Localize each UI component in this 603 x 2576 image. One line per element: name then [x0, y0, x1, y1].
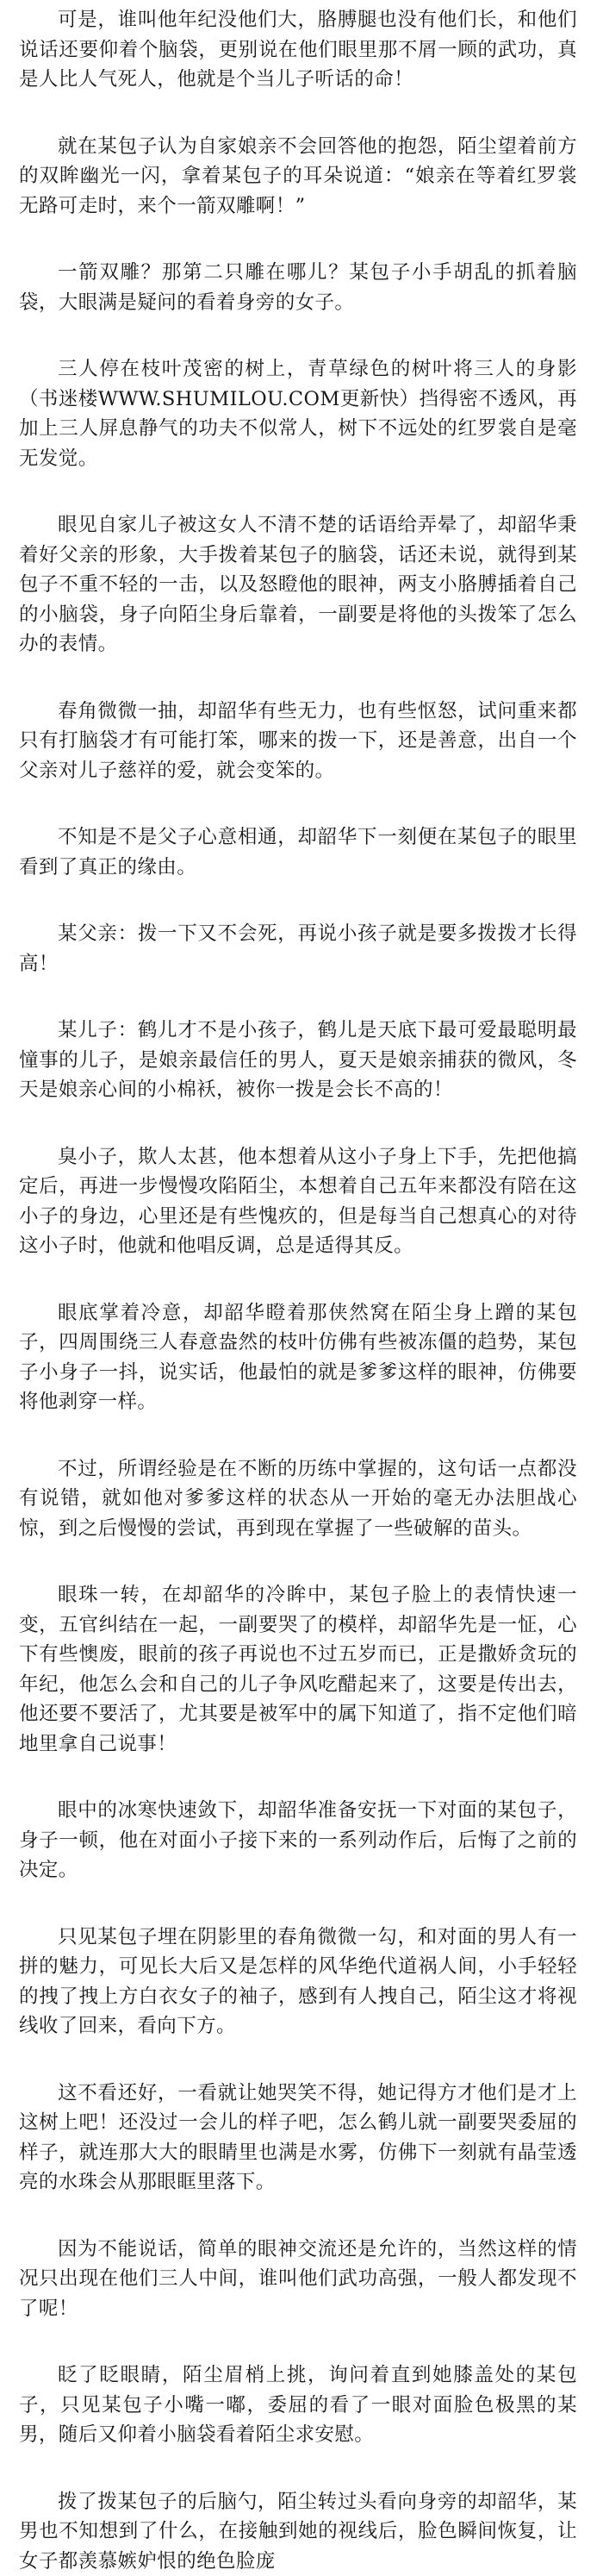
- paragraph: 眼底掌着冷意，却韶华瞪着那侠然窝在陌尘身上蹭的某包子，四周围绕三人春意盎然的枝叶仿佛有些被冻僵的趋势，某包子小身子一抖，说实话，他最怕的就是爹爹这样的眼神，仿佛要将他剥穿一样。: [19, 1298, 577, 1417]
- paragraph: 不知是不是父子心意相通，却韶华下一刻便在某包子的眼里看到了真正的缘由。: [19, 822, 577, 882]
- paragraph: 拨了拨某包子的后脑勺，陌尘转过头看向身旁的却韶华，某男也不知想到了什么，在接触到她的视线后，脸色瞬间恢复，让女子都羡慕嫉妒恨的绝色脸庞: [19, 2487, 577, 2576]
- paragraph: 三人停在枝叶茂密的树上，青草绿色的树叶将三人的身影（书迷楼WWW.SHUMILOU.COM更新快）挡得密不透风，再加上三人屏息静气的功夫不似常人，树下不远处的红罗裳自是毫无发觉。: [19, 354, 577, 473]
- paragraph: 眼珠一转，在却韶华的冷眸中，某包子脸上的表情快速一变，五官纠结在一起，一副要哭了的模样，却韶华先是一怔，心下有些懊废，眼前的孩子再说也不过五岁而已，正是撒娇贪玩的年纪，他怎么会和自己的儿子争风吃醋起来了，这要是传出去，他还要不要活了，尤其要是被军中的属下知道了，指不定他们暗地里拿自己说事！: [19, 1580, 577, 1759]
- paragraph: 因为不能说话，简单的眼神交流还是允许的，当然这样的情况只出现在他们三人中间，谁叫他们武功高强，一般人都发现不了呢！: [19, 2235, 577, 2324]
- paragraph: 眼见自家儿子被这女人不清不楚的话语给弄晕了，却韶华秉着好父亲的形象，大手拨着某包子的脑袋，话还未说，就得到某包子不重不轻的一击，以及怒瞪他的眼神，两支小胳膊插着自己的小脑袋，身子向陌尘身后靠着，一副要是将他的头拨笨了怎么办的表情。: [19, 510, 577, 660]
- paragraph: 臭小子，欺人太甚，他本想着从这小子身上下手，先把他搞定后，再进一步慢慢攻陷陌尘，本想着自己五年来都没有陪在这小子的身边，心里还是有些愧疚的，但是每当自己想真心的对待这小子时，他就和他唱反调，总是适得其反。: [19, 1142, 577, 1261]
- paragraph: 可是，谁叫他年纪没他们大，胳膊腿也没有他们长，和他们说话还要仰着个脑袋，更别说在他们眼里那不屑一顾的武功，真是人比人气死人，他就是个当儿子听话的命！: [19, 5, 577, 95]
- paragraph: 只见某包子埋在阴影里的春角微微一勾，和对面的男人有一拼的魅力，可见长大后又是怎样的风华绝代道祸人间，小手轻轻的拽了拽上方白衣女子的袖子，感到有人拽自己，陌尘这才将视线收了回来，看向下方。: [19, 1923, 577, 2041]
- paragraph: 就在某包子认为自家娘亲不会回答他的抱怨，陌尘望着前方的双眸幽光一闪，拿着某包子的耳朵说道：“娘亲在等着红罗裳无路可走时，来个一箭双雕啊！”: [19, 132, 577, 222]
- paragraph: 某儿子：鹤儿才不是小孩子，鹤儿是天底下最可爱最聪明最憧事的儿子，是娘亲最信任的男人，夏天是娘亲捕获的微风，冬天是娘亲心间的小棉袄，被你一拨是会长不高的！: [19, 1016, 577, 1105]
- paragraph: 眼中的冰寒快速敛下，却韶华准备安抚一下对面的某包子，身子一顿，他在对面小子接下来的一系列动作后，后悔了之前的决定。: [19, 1796, 577, 1885]
- paragraph: 这不看还好，一看就让她哭笑不得，她记得方才他们是才上这树上吧！还没过一会儿的样子吧，怎么鹤儿就一副要哭委屈的样子，就连那大大的眼睛里也满是水雾，仿佛下一刻就有晶莹透亮的水珠会从那眼眶里落下。: [19, 2079, 577, 2198]
- paragraph: 春角微微一抽，却韶华有些无力，也有些怄怒，试问重来都只有打脑袋才有可能打笨，哪来的拨一下，还是善意，出自一个父亲对儿子慈祥的爱，就会变笨的。: [19, 697, 577, 786]
- paragraph: 眨了眨眼睛，陌尘眉梢上挑，询问着直到她膝盖处的某包子，只见某包子小嘴一嘟，委屈的看了一眼对面脸色极黑的某男，随后又仰着小脑袋看着陌尘求安慰。: [19, 2360, 577, 2450]
- paragraph: 不过，所谓经验是在不断的历练中掌握的，这句话一点都没有说错，就如他对爹爹这样的状态从一开始的毫无办法胆战心惊，到之后慢慢的尝试，再到现在掌握了一些破解的苗头。: [19, 1454, 577, 1544]
- paragraph: 某父亲：拨一下又不会死，再说小孩子就是要多拨拨才长得高！: [19, 919, 577, 979]
- paragraph: 一箭双雕？那第二只雕在哪儿？某包子小手胡乱的抓着脑袋，大眼满是疑问的看着身旁的女子。: [19, 258, 577, 317]
